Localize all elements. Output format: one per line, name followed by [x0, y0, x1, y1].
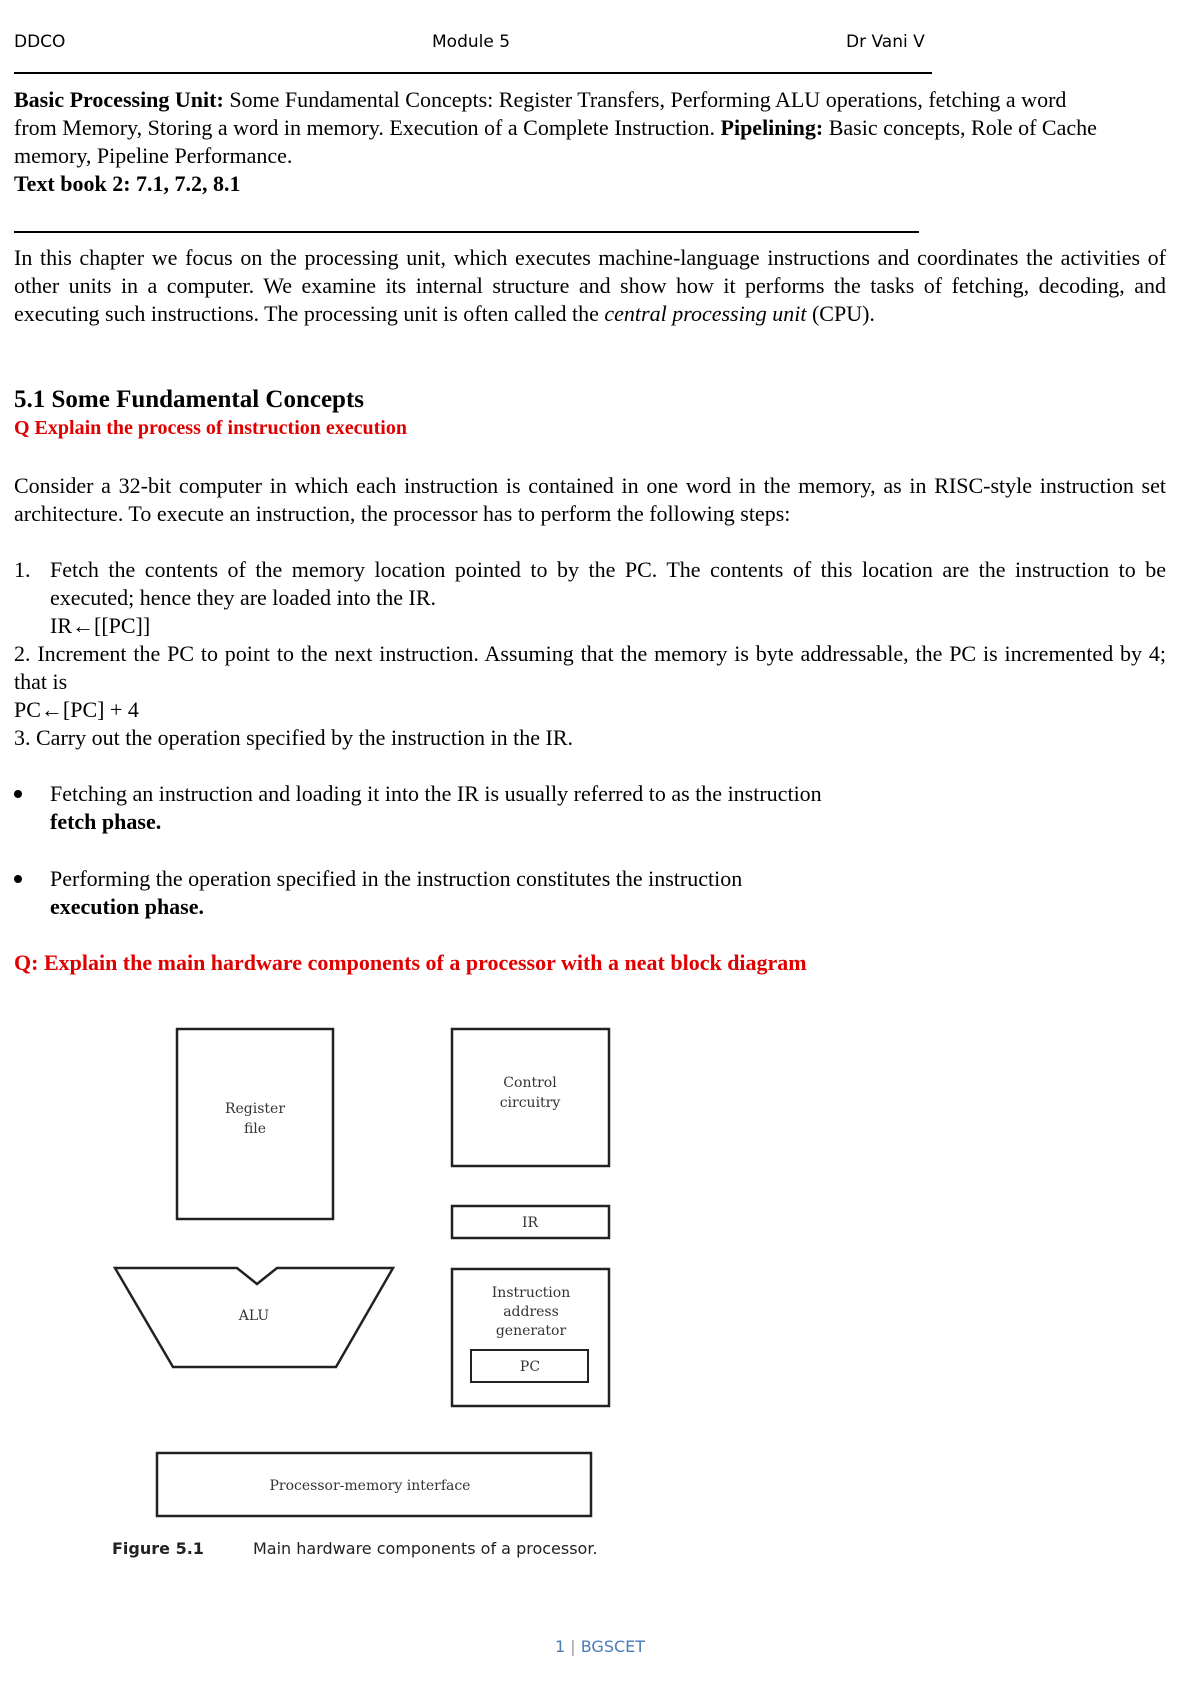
step1-formula: IR←[[PC]] — [50, 613, 151, 638]
register-file-label-1: Register — [224, 1101, 286, 1117]
figure-caption: Main hardware components of a processor. — [253, 1539, 598, 1558]
bullet-2-bold: execution phase. — [50, 894, 204, 919]
step1-number: 1. — [14, 557, 31, 582]
figure-label: Figure 5.1 — [112, 1539, 204, 1558]
iag-label-1: Instruction — [491, 1285, 571, 1301]
header-left: DDCO — [14, 32, 66, 52]
control-label-2: circuitry — [499, 1095, 561, 1111]
intro-part2: (CPU). — [806, 301, 875, 326]
header-rule — [14, 72, 932, 74]
syllabus-text-pipelining: Basic concepts, Role of Cache memory, Pipeline Performance. — [14, 115, 1097, 168]
control-label-1: Control — [503, 1075, 557, 1091]
page-footer — [0, 1637, 1200, 1656]
bullet-2 — [50, 865, 1050, 921]
bullet-1-bold: fetch phase. — [50, 809, 162, 834]
syllabus-block — [14, 86, 1114, 198]
ir-label: IR — [521, 1215, 539, 1231]
footer-separator: | — [565, 1637, 581, 1656]
iag-label-3: generator — [495, 1323, 567, 1339]
footer-org: BGSCET — [580, 1637, 646, 1656]
pc-label: PC — [519, 1359, 541, 1375]
syllabus-label-bpu: Basic Processing Unit: — [14, 87, 224, 112]
register-file-label-2: file — [243, 1121, 267, 1137]
step3-text: 3. Carry out the operation specified by the instruction in the IR. — [14, 725, 574, 750]
question-2: Q: Explain the main hardware components of a processor with a neat block diagram — [14, 950, 807, 975]
section-rule — [14, 231, 919, 233]
section-heading: 5.1 Some Fundamental Concepts — [14, 386, 365, 413]
bullet-dot-2 — [14, 875, 22, 883]
processor-block-diagram — [0, 1010, 1200, 1630]
header-right: Dr Vani V — [846, 32, 925, 52]
intro-part1: In this chapter we focus on the processing unit, which executes machine-language instructions and coordinates the activities of other units in a computer. We examine its internal structure and show how it performs the tasks of fetching, decoding, and executing such instructions. The processing unit is often called the — [14, 245, 1166, 326]
intro-italic: central processing unit — [604, 301, 807, 326]
pmi-label: Processor-memory interface — [269, 1478, 471, 1494]
footer-page-number: 1 — [554, 1637, 566, 1656]
bullet-2-text: Performing the operation specified in the instruction constitutes the instruction — [50, 866, 743, 891]
intro-paragraph — [14, 244, 1166, 328]
iag-label-2: address — [503, 1304, 559, 1320]
step2-formula: PC←[PC] + 4 — [14, 697, 139, 722]
header-center: Module 5 — [432, 32, 511, 52]
bullet-dot-1 — [14, 790, 22, 798]
step2-text: 2. Increment the PC to point to the next instruction. Assuming that the memory is byte addressable, the PC is incremented by 4; that is — [14, 641, 1166, 694]
step1-text: Fetch the contents of the memory location pointed to by the PC. The contents of this location are the instruction to be executed; hence they are loaded into the IR. — [50, 557, 1166, 610]
consider-paragraph: Consider a 32-bit computer in which each instruction is contained in one word in the memory, as in RISC-style instruction set architecture. To execute an instruction, the processor has to perform the following steps: — [14, 473, 1166, 526]
bullet-1-text: Fetching an instruction and loading it into the IR is usually referred to as the instruction — [50, 781, 822, 806]
textbook-reference: Text book 2: 7.1, 7.2, 8.1 — [14, 171, 241, 196]
question-1: Q Explain the process of instruction execution — [14, 417, 407, 439]
alu-label: ALU — [238, 1308, 270, 1324]
bullet-1 — [50, 780, 1050, 836]
syllabus-label-pipelining: Pipelining: — [720, 115, 824, 140]
syllabus-text-bpu: Some Fundamental Concepts: Register Transfers, Performing ALU operations, fetching a word from Memory, Storing a word in memory. Execution of a Complete Instruction. — [14, 87, 1067, 140]
